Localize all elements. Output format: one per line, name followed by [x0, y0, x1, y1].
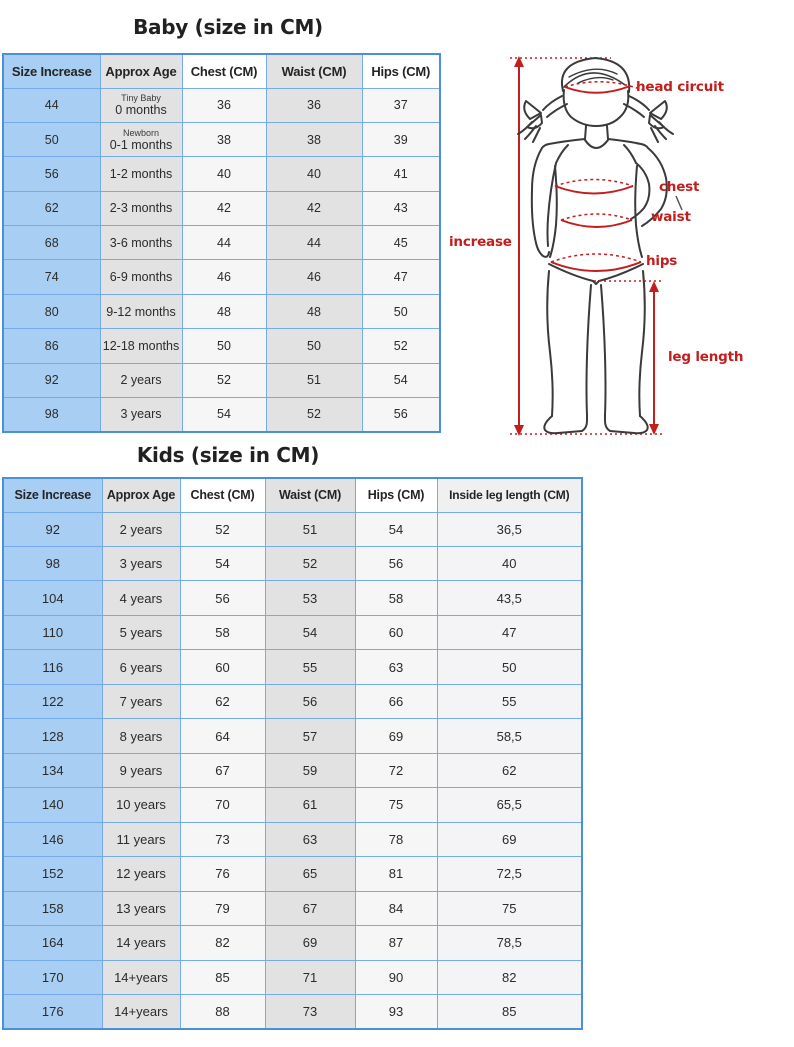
age-value: 9-12 months: [106, 304, 176, 319]
chest-cell: 60: [180, 650, 265, 684]
approx-age-cell: [100, 88, 182, 122]
hips-cell: 72: [355, 753, 437, 787]
chest-cell: 54: [180, 546, 265, 580]
hips-cell: 39: [362, 122, 440, 156]
col-header-waist: Waist (CM): [266, 54, 362, 88]
kids-table-title: Kids (size in CM): [136, 443, 320, 467]
chest-cell: 79: [180, 891, 265, 925]
approx-age-cell: 9 years: [102, 753, 180, 787]
chest-cell: 52: [182, 363, 266, 397]
size-increase-cell: 68: [3, 226, 100, 260]
hips-cell: 75: [355, 788, 437, 822]
waist-cell: 54: [265, 615, 355, 649]
hips-cell: 52: [362, 329, 440, 363]
hips-cell: 58: [355, 581, 437, 615]
chest-cell: 85: [180, 960, 265, 994]
approx-age-cell: 4 years: [102, 581, 180, 615]
chest-cell: 58: [180, 615, 265, 649]
waist-cell: 40: [266, 157, 362, 191]
baby-table-row: [3, 191, 440, 225]
inside-leg-cell: 85: [437, 995, 582, 1029]
size-increase-cell: 110: [3, 615, 102, 649]
size-increase-cell: 56: [3, 157, 100, 191]
age-value: 12-18 months: [102, 338, 180, 353]
kids-table-body: [3, 512, 582, 1029]
size-increase-cell: 134: [3, 753, 102, 787]
kids-table-row: [3, 857, 582, 891]
baby-table-row: [3, 260, 440, 294]
baby-table-row: [3, 329, 440, 363]
hips-cell: 90: [355, 960, 437, 994]
waist-cell: 71: [265, 960, 355, 994]
size-increase-cell: 62: [3, 191, 100, 225]
size-increase-cell: 128: [3, 719, 102, 753]
age-value: 0-1 months: [109, 137, 173, 152]
approx-age-cell: [100, 191, 182, 225]
approx-age-cell: 14+years: [102, 995, 180, 1029]
age-note: Tiny Baby: [121, 93, 161, 104]
size-increase-cell: 74: [3, 260, 100, 294]
kids-table-row: [3, 719, 582, 753]
chest-cell: 82: [180, 926, 265, 960]
kids-header-row: [3, 478, 582, 512]
inside-leg-cell: 82: [437, 960, 582, 994]
col-header-size-increase: Size Increase: [3, 54, 100, 88]
kids-table-row: [3, 615, 582, 649]
approx-age-cell: 14 years: [102, 926, 180, 960]
inside-leg-cell: 72,5: [437, 857, 582, 891]
chest-cell: 67: [180, 753, 265, 787]
kids-table-row: [3, 581, 582, 615]
kids-table-row: [3, 995, 582, 1029]
hips-cell: 50: [362, 294, 440, 328]
age-value: 0 months: [115, 103, 167, 118]
hips-cell: 93: [355, 995, 437, 1029]
col-header-size-increase: Size Increase: [3, 478, 102, 512]
chest-cell: 44: [182, 226, 266, 260]
size-increase-cell: 92: [3, 512, 102, 546]
chest-cell: 50: [182, 329, 266, 363]
size-increase-cell: 44: [3, 88, 100, 122]
waist-cell: 61: [265, 788, 355, 822]
approx-age-cell: 7 years: [102, 684, 180, 718]
hips-cell: 56: [355, 546, 437, 580]
age-value: 1-2 months: [109, 166, 173, 181]
inside-leg-cell: 47: [437, 615, 582, 649]
waist-cell: 63: [265, 822, 355, 856]
chest-cell: 42: [182, 191, 266, 225]
waist-cell: 52: [266, 398, 362, 432]
waist-cell: 36: [266, 88, 362, 122]
approx-age-cell: [100, 398, 182, 432]
col-header-hips: Hips (CM): [362, 54, 440, 88]
inside-leg-cell: 75: [437, 891, 582, 925]
figure-label-leg-length: leg length: [668, 349, 744, 365]
age-value: 2-3 months: [109, 201, 173, 216]
waist-cell: 53: [265, 581, 355, 615]
size-increase-cell: 170: [3, 960, 102, 994]
waist-leader-line: [676, 196, 682, 210]
kids-table-row: [3, 960, 582, 994]
size-increase-cell: 92: [3, 363, 100, 397]
inside-leg-cell: 40: [437, 546, 582, 580]
waist-cell: 44: [266, 226, 362, 260]
figure-label-hips: hips: [646, 253, 678, 269]
baby-table-row: [3, 398, 440, 432]
approx-age-cell: 13 years: [102, 891, 180, 925]
kids-table-row: [3, 822, 582, 856]
approx-age-cell: [100, 363, 182, 397]
inside-leg-cell: 69: [437, 822, 582, 856]
kids-size-table: [2, 477, 583, 1030]
waist-cell: 46: [266, 260, 362, 294]
approx-age-cell: 3 years: [102, 546, 180, 580]
hips-cell: 63: [355, 650, 437, 684]
inside-leg-cell: 62: [437, 753, 582, 787]
hips-cell: 78: [355, 822, 437, 856]
age-value: 2 years: [120, 373, 162, 388]
size-increase-cell: 104: [3, 581, 102, 615]
inside-leg-cell: 36,5: [437, 512, 582, 546]
waist-cell: 67: [265, 891, 355, 925]
kids-table-row: [3, 684, 582, 718]
approx-age-cell: 12 years: [102, 857, 180, 891]
size-increase-cell: 152: [3, 857, 102, 891]
baby-table-row: [3, 122, 440, 156]
chest-cell: 56: [180, 581, 265, 615]
waist-cell: 73: [265, 995, 355, 1029]
col-header-chest: Chest (CM): [182, 54, 266, 88]
inside-leg-cell: 50: [437, 650, 582, 684]
girl-outline: [518, 58, 673, 433]
baby-table-title: Baby (size in CM): [133, 15, 323, 39]
size-increase-cell: 158: [3, 891, 102, 925]
inside-leg-cell: 55: [437, 684, 582, 718]
approx-age-cell: [100, 294, 182, 328]
waist-cell: 59: [265, 753, 355, 787]
leg-length-arrow: [649, 281, 659, 435]
size-increase-cell: 50: [3, 122, 100, 156]
approx-age-cell: 2 years: [102, 512, 180, 546]
hips-cell: 54: [355, 512, 437, 546]
size-increase-cell: 98: [3, 398, 100, 432]
baby-size-table: [2, 53, 441, 433]
col-header-approx-age: Approx Age: [102, 478, 180, 512]
chest-cell: 73: [180, 822, 265, 856]
approx-age-cell: 11 years: [102, 822, 180, 856]
baby-table-row: [3, 226, 440, 260]
approx-age-cell: [100, 260, 182, 294]
figure-label-waist: waist: [651, 209, 691, 225]
chest-cell: 64: [180, 719, 265, 753]
approx-age-cell: [100, 329, 182, 363]
age-value: 3-6 months: [109, 235, 173, 250]
size-increase-cell: 140: [3, 788, 102, 822]
chest-cell: 40: [182, 157, 266, 191]
waist-cell: 38: [266, 122, 362, 156]
chest-cell: 54: [182, 398, 266, 432]
approx-age-cell: 5 years: [102, 615, 180, 649]
approx-age-cell: [100, 122, 182, 156]
hips-cell: 37: [362, 88, 440, 122]
kids-table-row: [3, 512, 582, 546]
size-increase-cell: 116: [3, 650, 102, 684]
kids-table-row: [3, 891, 582, 925]
inside-leg-cell: 43,5: [437, 581, 582, 615]
approx-age-cell: 10 years: [102, 788, 180, 822]
age-value: 6-9 months: [109, 270, 173, 285]
col-header-waist: Waist (CM): [265, 478, 355, 512]
kids-table-row: [3, 926, 582, 960]
approx-age-cell: [100, 226, 182, 260]
inside-leg-cell: 78,5: [437, 926, 582, 960]
kids-table-row: [3, 788, 582, 822]
hips-cell: 81: [355, 857, 437, 891]
hips-cell: 56: [362, 398, 440, 432]
hips-cell: 84: [355, 891, 437, 925]
chest-cell: 62: [180, 684, 265, 718]
chest-cell: 88: [180, 995, 265, 1029]
col-header-approx-age: Approx Age: [100, 54, 182, 88]
chest-cell: 52: [180, 512, 265, 546]
size-increase-cell: 122: [3, 684, 102, 718]
baby-table-row: [3, 157, 440, 191]
col-header-hips: Hips (CM): [355, 478, 437, 512]
increase-arrow: [514, 56, 524, 436]
hips-cell: 69: [355, 719, 437, 753]
size-increase-cell: 176: [3, 995, 102, 1029]
age-value: 3 years: [120, 407, 162, 422]
hips-cell: 43: [362, 191, 440, 225]
kids-table-row: [3, 546, 582, 580]
hips-cell: 66: [355, 684, 437, 718]
baby-table-row: [3, 294, 440, 328]
approx-age-cell: [100, 157, 182, 191]
kids-table-row: [3, 650, 582, 684]
size-increase-cell: 146: [3, 822, 102, 856]
figure-label-increase: increase: [449, 234, 512, 250]
baby-table-row: [3, 88, 440, 122]
age-note: Newborn: [122, 127, 160, 138]
waist-cell: 52: [265, 546, 355, 580]
waist-cell: 50: [266, 329, 362, 363]
chest-cell: 38: [182, 122, 266, 156]
size-increase-cell: 164: [3, 926, 102, 960]
hips-cell: 45: [362, 226, 440, 260]
col-header-chest: Chest (CM): [180, 478, 265, 512]
inside-leg-cell: 65,5: [437, 788, 582, 822]
chest-cell: 46: [182, 260, 266, 294]
baby-table-body: [3, 88, 440, 432]
hips-cell: 87: [355, 926, 437, 960]
approx-age-cell: 14+years: [102, 960, 180, 994]
hips-cell: 54: [362, 363, 440, 397]
chest-cell: 76: [180, 857, 265, 891]
hips-cell: 60: [355, 615, 437, 649]
baby-header-row: [3, 54, 440, 88]
waist-cell: 56: [265, 684, 355, 718]
size-increase-cell: 86: [3, 329, 100, 363]
figure-label-head-circuit: head circuit: [636, 79, 724, 95]
waist-cell: 48: [266, 294, 362, 328]
approx-age-cell: 8 years: [102, 719, 180, 753]
waist-cell: 57: [265, 719, 355, 753]
measurement-figure: [445, 50, 775, 442]
waist-cell: 42: [266, 191, 362, 225]
chest-cell: 36: [182, 88, 266, 122]
size-increase-cell: 98: [3, 546, 102, 580]
inside-leg-cell: 58,5: [437, 719, 582, 753]
waist-cell: 69: [265, 926, 355, 960]
waist-cell: 55: [265, 650, 355, 684]
figure-label-chest: chest: [659, 179, 700, 195]
col-header-inside-leg: Inside leg length (CM): [437, 478, 582, 512]
baby-table-row: [3, 363, 440, 397]
size-increase-cell: 80: [3, 294, 100, 328]
waist-cell: 51: [265, 512, 355, 546]
approx-age-cell: 6 years: [102, 650, 180, 684]
chest-cell: 70: [180, 788, 265, 822]
hips-cell: 41: [362, 157, 440, 191]
waist-cell: 65: [265, 857, 355, 891]
hips-cell: 47: [362, 260, 440, 294]
kids-table-row: [3, 753, 582, 787]
chest-cell: 48: [182, 294, 266, 328]
waist-cell: 51: [266, 363, 362, 397]
